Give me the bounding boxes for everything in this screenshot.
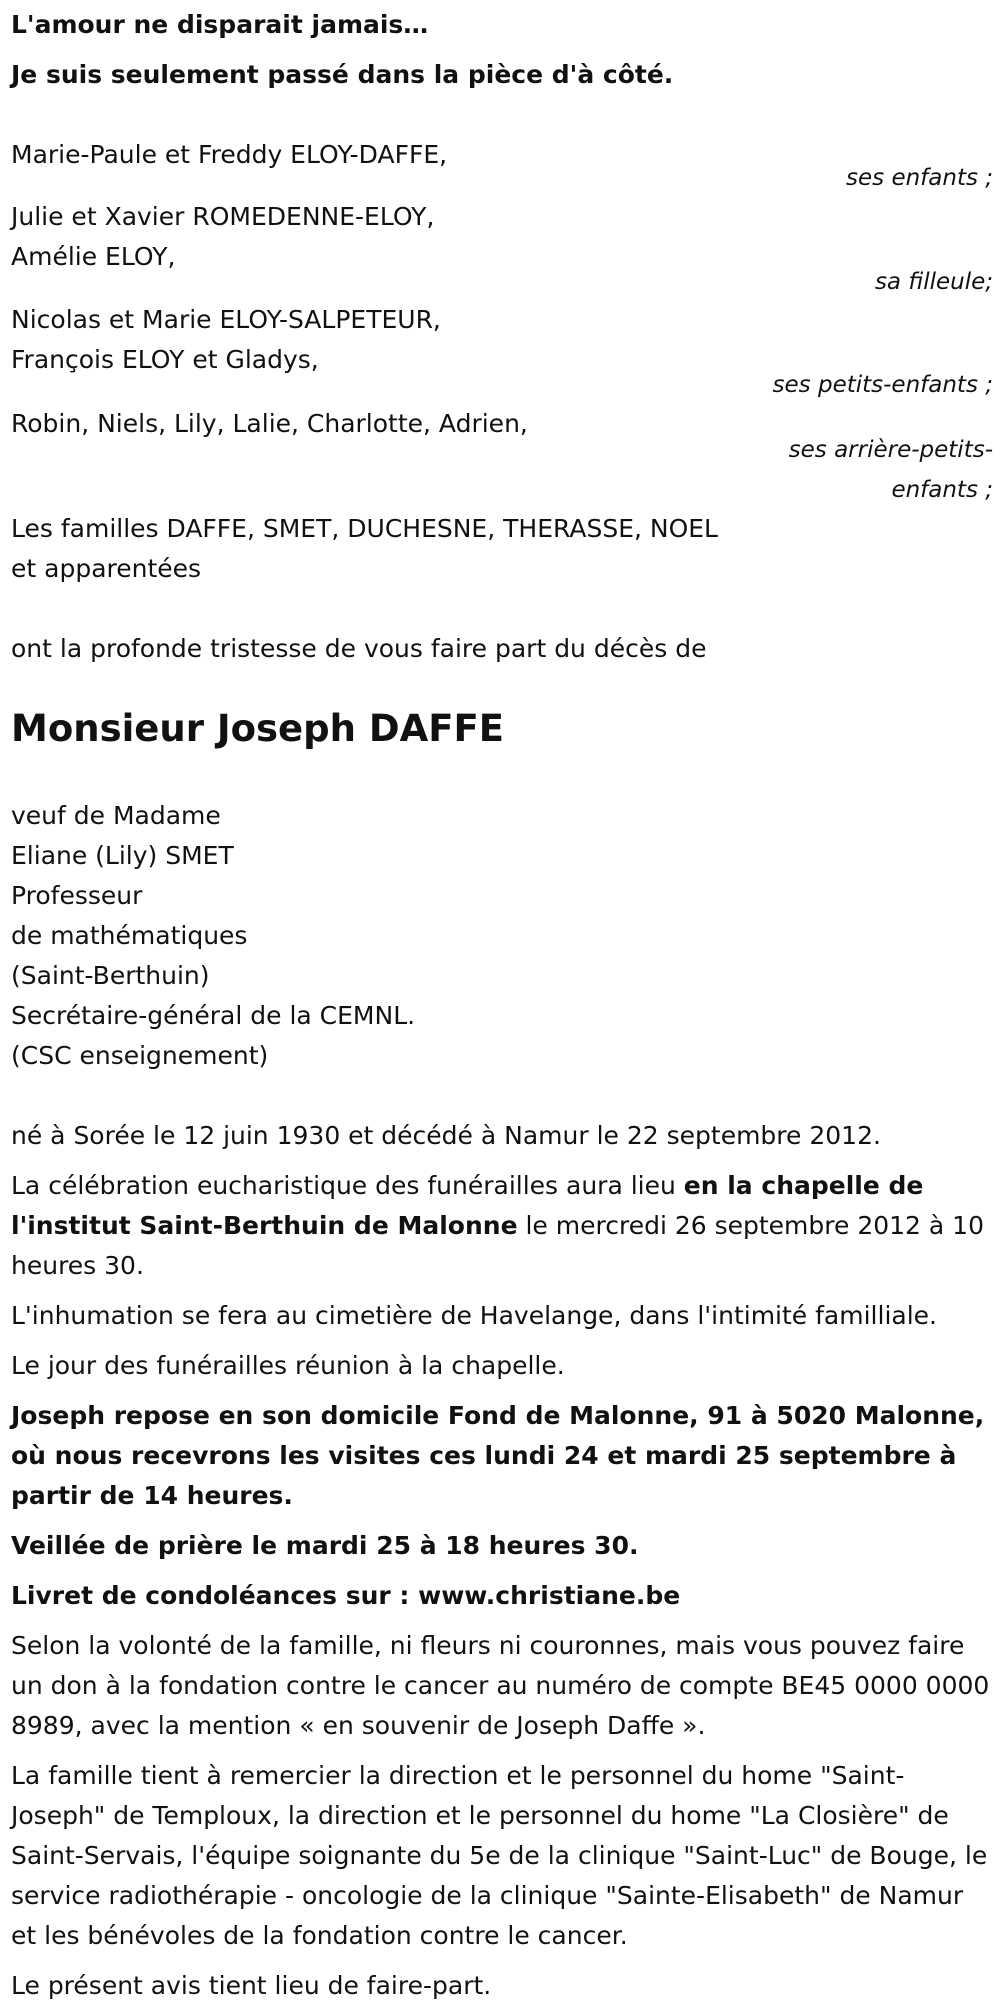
great-grandchildren-role-1: ses arrière-petits-: [788, 437, 993, 463]
epigraph-line-2: Je suis seulement passé dans la pièce d'à côté.: [11, 60, 674, 89]
bio-line: veuf de Madame: [11, 801, 221, 830]
notice-text: Le présent avis tient lieu de faire-part.: [11, 1971, 492, 2000]
vigil-text: Veillée de prière le mardi 25 à 18 heures 30.: [11, 1531, 639, 1560]
details-section: [11, 1116, 996, 2006]
children-names: Marie-Paule et Freddy ELOY-DAFFE,: [11, 140, 448, 169]
deceased-name: Monsieur Joseph DAFFE: [11, 707, 505, 750]
thanks-text: La famille tient à remercier la direction et le personnel du home "Saint-Joseph" de Temploux, la direction et le personnel du home "La Closière" de Saint-Servais, l'équipe soignante du 5e de la clinique "Saint-Luc" de Bouge, le service radiothérapie - oncologie de la clinique "Sainte-Elisabeth" de Namur et les bénévoles de la fondation contre le cancer.: [11, 1761, 988, 1950]
goddaughter-role: sa filleule;: [874, 269, 993, 295]
bio-line: (CSC enseignement): [11, 1041, 269, 1070]
celebration-date: le mercredi 26 septembre 2012 à 10 heures 30.: [11, 1211, 984, 1280]
goddaughter-line-1: Julie et Xavier ROMEDENNE-ELOY,: [11, 202, 435, 231]
families-line-2: et apparentées: [11, 554, 202, 583]
announcement-text: ont la profonde tristesse de vous faire part du décès de: [11, 634, 707, 663]
visitation-text: Joseph repose en son domicile Fond de Malonne, 91 à 5020 Malonne, où nous recevrons les visites ces lundi 24 et mardi 25 septembre à partir de 14 heures.: [11, 1401, 985, 1510]
burial-text: L'inhumation se fera au cimetière de Havelange, dans l'intimité familliale.: [11, 1301, 937, 1330]
bio-line: (Saint-Berthuin): [11, 961, 210, 990]
bio-line: Professeur: [11, 881, 143, 910]
children-role: ses enfants ;: [846, 165, 993, 191]
reunion-text: Le jour des funérailles réunion à la chapelle.: [11, 1351, 565, 1380]
donation-text: Selon la volonté de la famille, ni fleurs ni couronnes, mais vous pouvez faire un don à la fondation contre le cancer au numéro de compte BE45 0000 0000 8989, avec la mention « en souvenir de Joseph Daffe ».: [11, 1631, 990, 1740]
bio-line: de mathématiques: [11, 921, 248, 950]
grandchildren-line-2: François ELOY et Gladys,: [11, 345, 319, 374]
celebration-intro: La célébration eucharistique des funérailles aura lieu: [11, 1171, 684, 1200]
celebration-text: [11, 1166, 996, 1286]
bio-line: Secrétaire-général de la CEMNL.: [11, 1001, 416, 1030]
goddaughter-line-2: Amélie ELOY,: [11, 242, 176, 271]
families-line-1: Les familles DAFFE, SMET, DUCHESNE, THERASSE, NOEL: [11, 514, 718, 543]
grandchildren-role: ses petits-enfants ;: [772, 372, 993, 398]
condolence-book-text: Livret de condoléances sur : www.christiane.be: [11, 1581, 681, 1610]
epigraph-line-1: L'amour ne disparait jamais…: [11, 10, 429, 39]
grandchildren-line-1: Nicolas et Marie ELOY-SALPETEUR,: [11, 305, 441, 334]
celebration-place: en la chapelle de l'institut Saint-Berthuin de Malonne: [11, 1171, 924, 1240]
great-grandchildren-names: Robin, Niels, Lily, Lalie, Charlotte, Adrien,: [11, 409, 528, 438]
bio-line: Eliane (Lily) SMET: [11, 841, 234, 870]
birth-death-text: né à Sorée le 12 juin 1930 et décédé à Namur le 22 septembre 2012.: [11, 1121, 881, 1150]
great-grandchildren-role-2: enfants ;: [891, 477, 993, 503]
